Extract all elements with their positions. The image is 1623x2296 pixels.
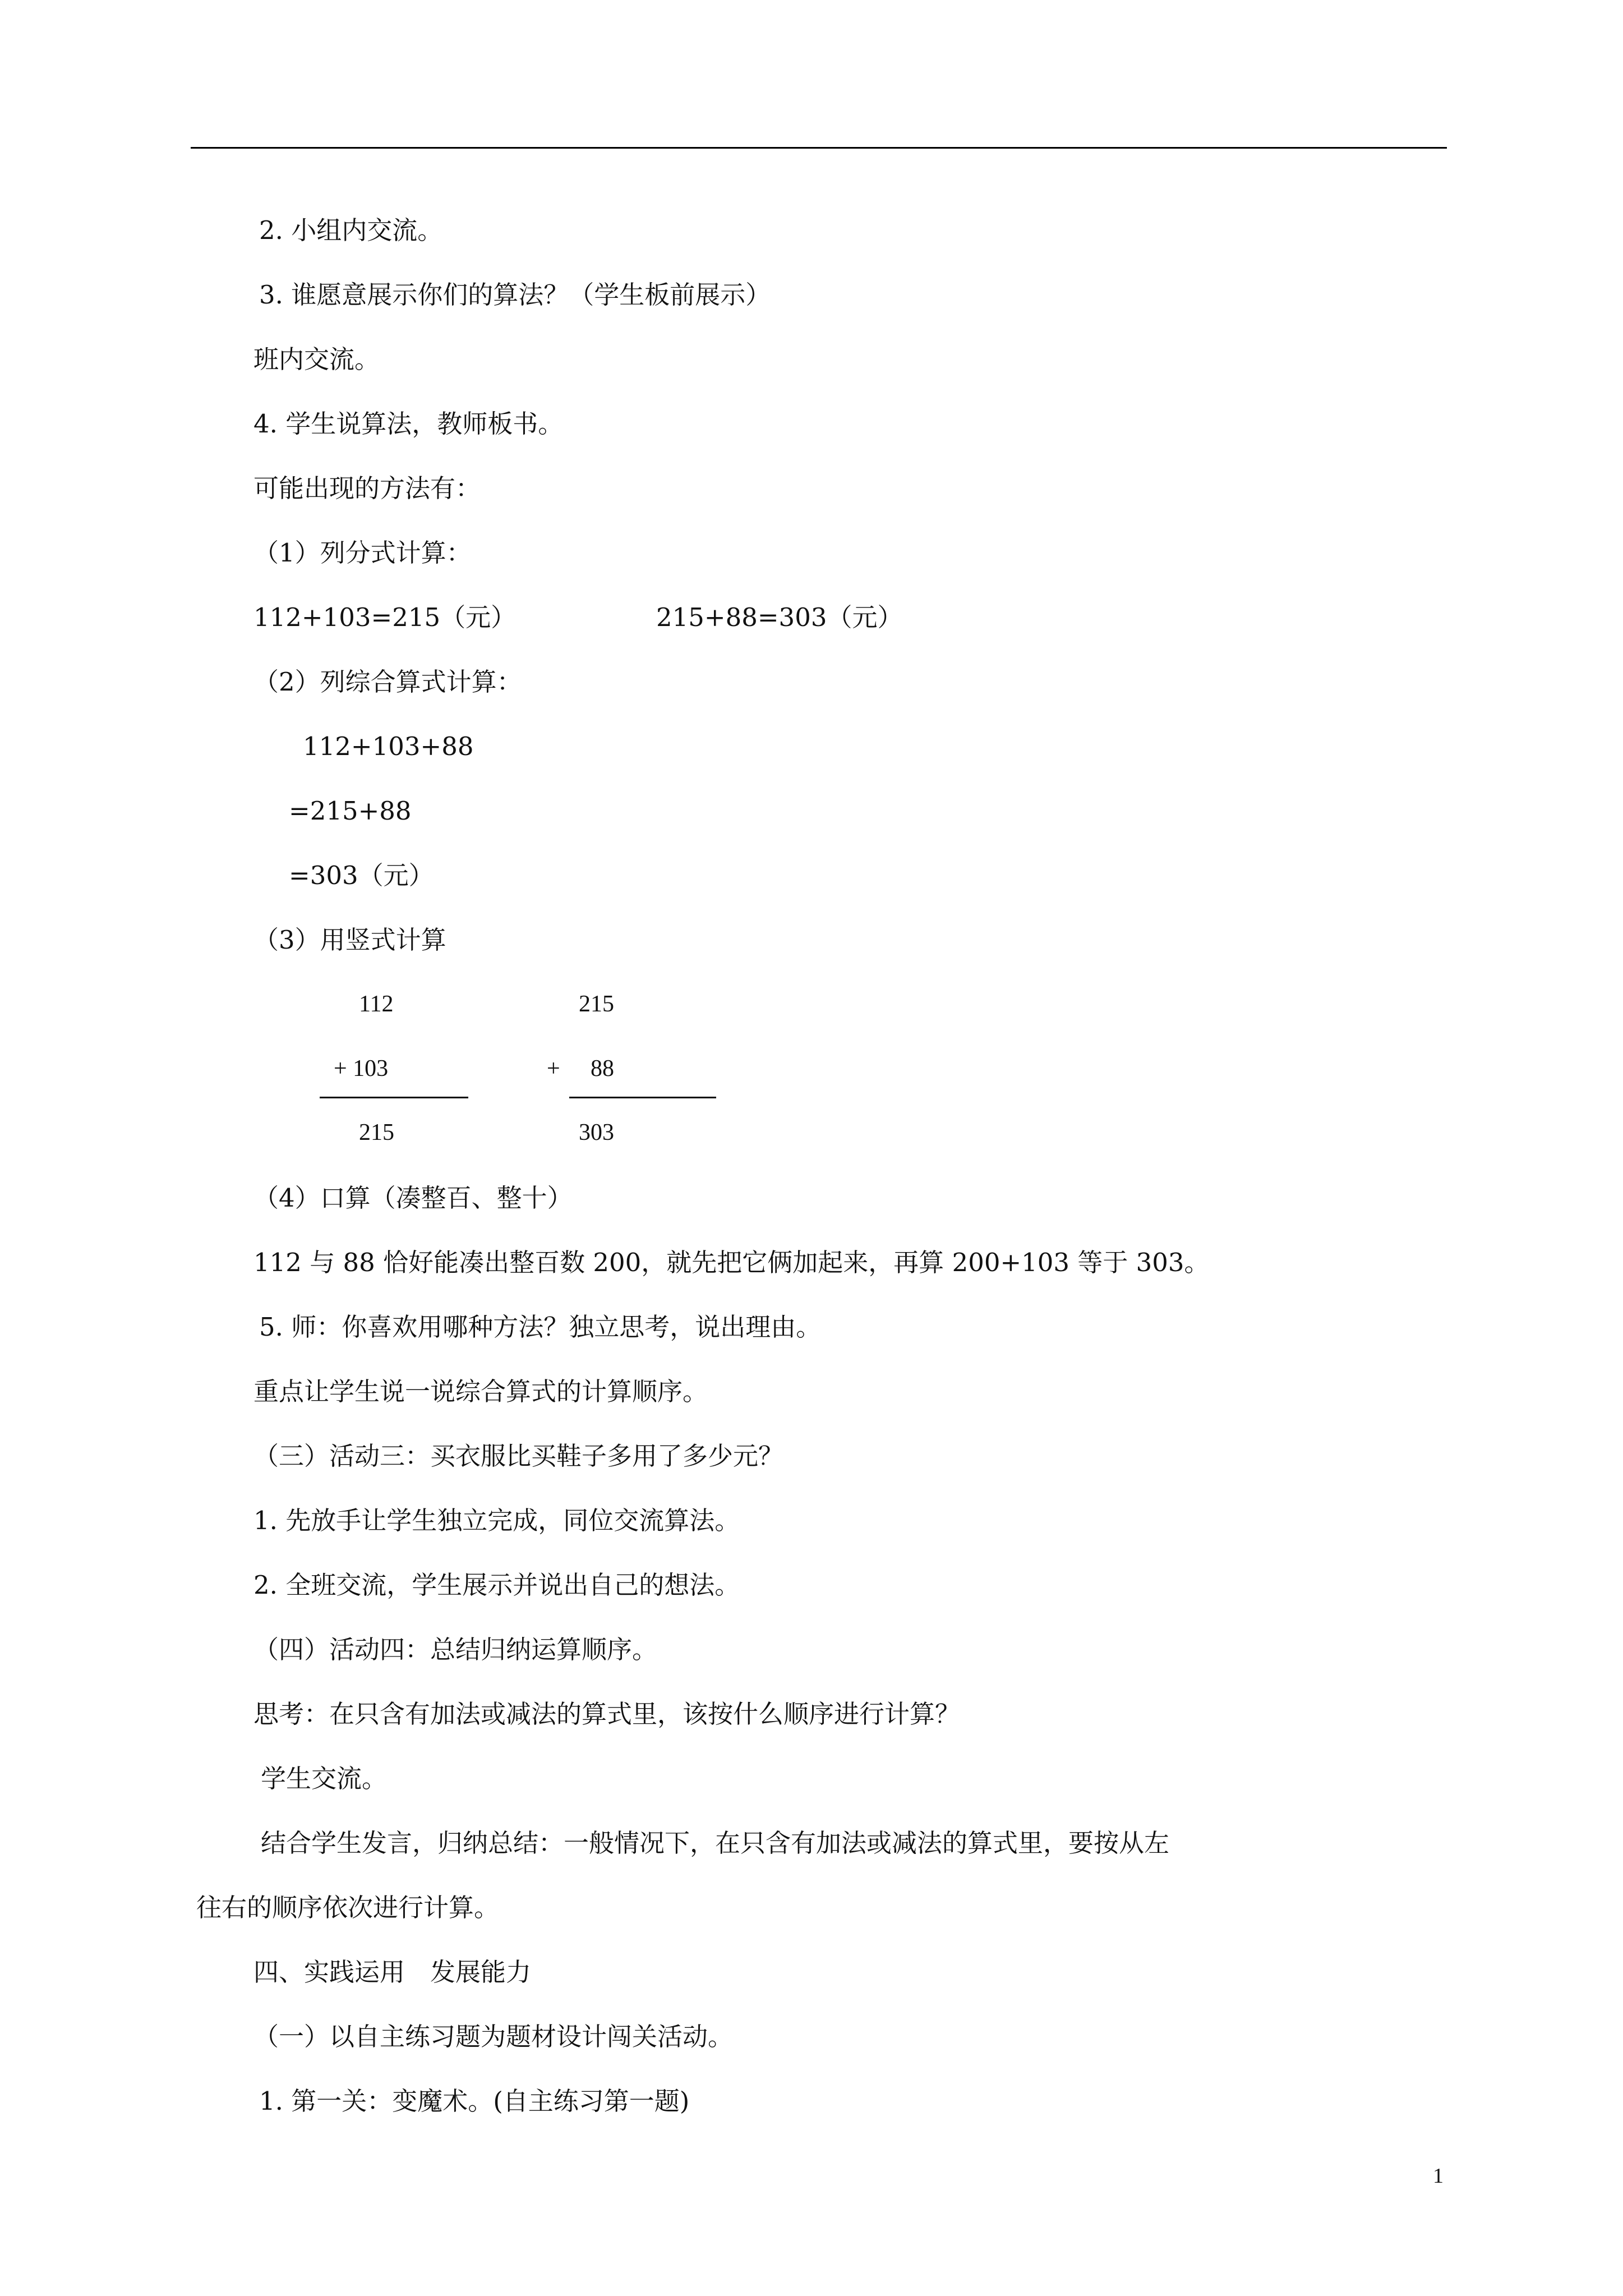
line-method-1-title: （1）列分式计算：: [253, 538, 472, 568]
line-method-2-step2: =215+88: [289, 796, 412, 826]
line-3-show-algorithm: 3. 谁愿意展示你们的算法？（学生板前展示）: [259, 280, 771, 310]
line-method-4-title: （4）口算（凑整百、整十）: [253, 1183, 573, 1213]
line-2-group-exchange: 2. 小组内交流。: [259, 215, 443, 245]
line-method-4-explain: 112 与 88 恰好能凑出整百数 200，就先把它俩加起来，再算 200+103 等于 303。: [253, 1248, 1210, 1277]
line-5-teacher-question: 5. 师：你喜欢用哪种方法？独立思考，说出理由。: [259, 1312, 822, 1342]
vertical-calc-2-top: 215: [579, 991, 614, 1017]
line-summary-cont: 往右的顺序依次进行计算。: [196, 1893, 500, 1922]
line-4-student-method: 4. 学生说算法，教师板书。: [253, 409, 564, 439]
line-section-4: 四、实践运用 发展能力: [253, 1957, 532, 1987]
line-think: 思考：在只含有加法或减法的算式里，该按什么顺序进行计算？: [253, 1699, 961, 1729]
line-practice-1: （一）以自主练习题为题材设计闯关活动。: [253, 2022, 734, 2051]
line-activity-3: （三）活动三：买衣服比买鞋子多用了多少元？: [253, 1441, 784, 1471]
line-level-1: 1. 第一关：变魔术。(自主练习第一题): [259, 2086, 690, 2116]
line-activity-4: （四）活动四：总结归纳运算顺序。: [253, 1635, 658, 1664]
vertical-calc-2-plus: +: [547, 1056, 560, 1082]
line-focus-order: 重点让学生说一说综合算式的计算顺序。: [253, 1377, 708, 1406]
page-number: 1: [1433, 2164, 1444, 2188]
vertical-calc-1-line: [320, 1097, 468, 1098]
line-method-1-eq1: 112+103=215（元）: [253, 602, 517, 632]
vertical-calc-2-addend: 88: [591, 1056, 614, 1082]
line-method-3-title: （3）用竖式计算: [253, 925, 446, 955]
line-method-2-title: （2）列综合算式计算：: [253, 667, 522, 697]
vertical-calc-2-result: 303: [579, 1120, 614, 1145]
line-method-1-eq2: 215+88=303（元）: [656, 602, 903, 632]
line-class-exchange: 班内交流。: [253, 344, 380, 374]
vertical-calc-1-result: 215: [359, 1120, 394, 1145]
line-activity-3-step1: 1. 先放手让学生独立完成，同位交流算法。: [253, 1506, 740, 1535]
line-method-2-step3: =303（元）: [289, 861, 434, 890]
vertical-calc-1-top: 112: [359, 991, 394, 1017]
line-possible-methods: 可能出现的方法有：: [253, 473, 481, 503]
vertical-calc-1-addend: + 103: [334, 1056, 389, 1082]
line-student-exchange: 学生交流。: [261, 1764, 388, 1793]
line-activity-3-step2: 2. 全班交流，学生展示并说出自己的想法。: [253, 1570, 740, 1600]
vertical-calc-2-line: [569, 1097, 716, 1098]
header-rule: [191, 147, 1447, 149]
line-summary: 结合学生发言，归纳总结：一般情况下，在只含有加法或减法的算式里，要按从左: [261, 1828, 1170, 1858]
line-method-2-step1: 112+103+88: [303, 731, 474, 761]
